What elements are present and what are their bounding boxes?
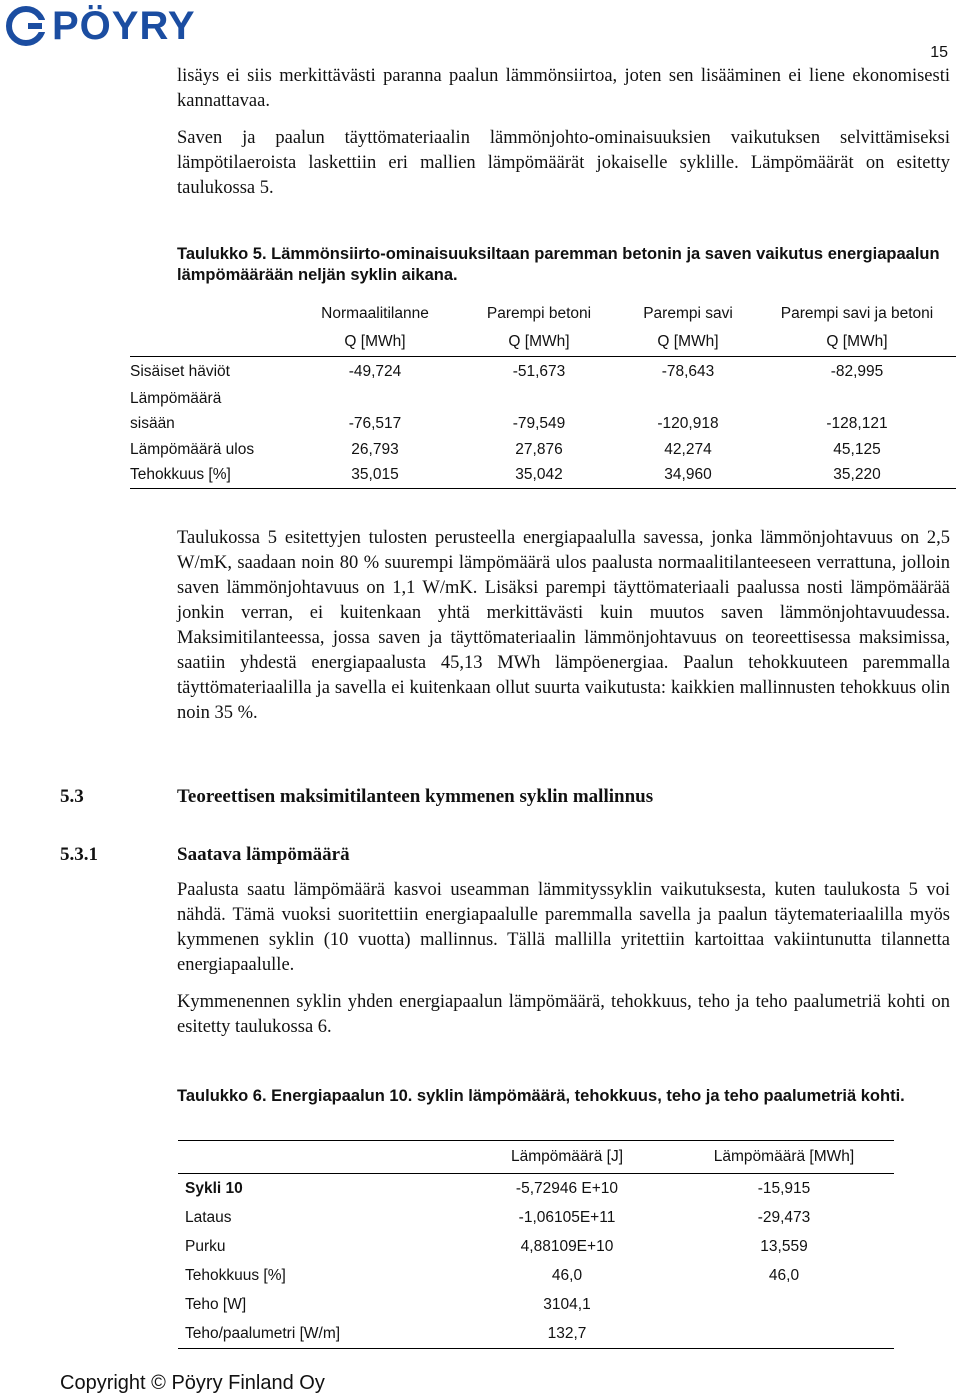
table-row	[130, 387, 956, 411]
table6-caption: Taulukko 6. Energiapaalun 10. syklin lämpömäärä, tehokkuus, teho ja teho paalumetriä kohti.	[177, 1087, 905, 1105]
table5-col-header: Parempi savi ja betoni	[780, 305, 934, 322]
row-label: Lataus	[185, 1208, 232, 1226]
cell: -1,06105E+11	[518, 1208, 616, 1226]
row-label: Lämpömäärä ulos	[130, 440, 255, 458]
table-row	[178, 1261, 894, 1290]
cell	[758, 387, 956, 411]
table5-header-row	[130, 300, 956, 328]
row-label: Teho/paalumetri [W/m]	[178, 1319, 460, 1349]
table-row	[178, 1232, 894, 1261]
table6-col-header: Lämpömäärä [MWh]	[674, 1141, 894, 1174]
table5-col-header: Normaalitilanne	[321, 305, 429, 322]
cell: -49,724	[348, 362, 402, 380]
page-number: 15	[930, 44, 948, 61]
cell: 4,88109E+10	[520, 1237, 614, 1255]
cell: 26,793	[351, 440, 399, 458]
cell: -78,643	[661, 362, 715, 380]
cell: -120,918	[657, 414, 719, 432]
table5-unit: Q [MWh]	[618, 328, 758, 357]
table-row	[178, 1290, 894, 1319]
row-label: Teho [W]	[185, 1295, 247, 1313]
cell: 35,042	[460, 463, 618, 489]
table5-unit: Q [MWh]	[460, 328, 618, 357]
logo-text: PÖYRY	[52, 4, 196, 48]
cell: 42,274	[664, 440, 712, 458]
cell: -79,549	[512, 414, 566, 432]
cell: -29,473	[757, 1208, 811, 1226]
table6-col-header: Lämpömäärä [J]	[460, 1141, 674, 1174]
cell: -82,995	[830, 362, 884, 380]
table-row	[130, 437, 956, 463]
table5-col-header: Parempi betoni	[486, 305, 592, 322]
table6	[178, 1140, 894, 1349]
cell	[460, 387, 618, 411]
row-label: Lämpömäärä	[130, 389, 222, 407]
table5-unit-row	[130, 328, 956, 357]
subsection-title: Saatava lämpömäärä	[177, 844, 350, 865]
cell: 46,0	[768, 1266, 800, 1284]
section-number: 5.3	[60, 786, 84, 807]
cell: 13,559	[760, 1237, 808, 1255]
row-label: sisään	[130, 414, 175, 432]
cell	[290, 387, 460, 411]
table-row	[178, 1319, 894, 1349]
paragraph-5: Kymmenennen syklin yhden energiapaalun lämpömäärä, tehokkuus, teho ja teho paalumetriä kohti on esitetty taulukossa 6.	[177, 992, 950, 1037]
cell	[618, 387, 758, 411]
table5-unit: Q [MWh]	[758, 328, 956, 357]
cell: 35,220	[758, 463, 956, 489]
poyry-logo	[6, 6, 196, 46]
cell: 46,0	[551, 1266, 583, 1284]
paragraph-3: Taulukossa 5 esitettyjen tulosten perusteella energiapaalulla savessa, jonka lämmönjohtavuus on 2,5 W/mK, saadaan noin 80 % suurempi lämpömäärä ulos paalusta normaalitilanteeseen verrattuna, jolloin saven lämmönjohtavuus on 1,1 W/mK. Lisäksi parempi täyttömateriaali paalussa nosti lämpömäärää jonkin verran, ei kuitenkaan yhtä merkittävästi kuin muutos saven lämmönjohtavuudessa. Maksimitilanteessa, jossa saven ja täyttömateriaalin lämmönjohtavuus on teoreettisessa maksimissa, saatiin yhdestä energiapaalusta 45,13 MWh lämpöenergiaa. Paalun tehokkuuteen paremmalla täyttömateriaalilla ja savella ei kuitenkaan ollut suurta vaikutusta: kaikkien mallinnusten tehokkuus olin noin 35 %.	[177, 528, 950, 723]
table-row	[130, 411, 956, 437]
table6-col-header	[178, 1141, 460, 1174]
subsection-number: 5.3.1	[60, 844, 98, 865]
table-row	[178, 1203, 894, 1232]
row-label: Tehokkuus [%]	[185, 1266, 286, 1284]
table-row	[178, 1174, 894, 1204]
cell: -5,72946 E+10	[515, 1179, 619, 1197]
paragraph-2: Saven ja paalun täyttömateriaalin lämmönjohto-ominaisuuksien vaikutuksen selvittämiseksi lämpötilaeroista laskettiin eri mallien lämpömäärät jokaiselle syklille. Lämpömäärät on esitetty taulukossa 5.	[177, 128, 950, 198]
cell: -128,121	[826, 414, 888, 432]
table5-unit: Q [MWh]	[290, 328, 460, 357]
row-label: Sykli 10	[185, 1179, 243, 1197]
row-label: Sisäiset häviöt	[130, 362, 230, 380]
table5	[130, 300, 956, 489]
table5-caption: Taulukko 5. Lämmönsiirto-ominaisuuksiltaan paremman betonin ja saven vaikutus energiapaalun lämpömäärään neljän syklin aikana.	[177, 245, 940, 284]
paragraph-1: lisäys ei siis merkittävästi paranna paalun lämmönsiirtoa, joten sen lisääminen ei liene ekonomisesti kannattavaa.	[177, 66, 950, 111]
cell: 45,125	[833, 440, 881, 458]
cell	[674, 1290, 894, 1319]
poyry-logo-icon	[6, 6, 46, 46]
table5-col-header: Parempi savi	[643, 305, 733, 322]
row-label: Tehokkuus [%]	[130, 463, 290, 489]
paragraph-4: Paalusta saatu lämpömäärä kasvoi useamman lämmityssyklin vaikutuksesta, kuten taulukosta 5 voi nähdä. Tämä vuoksi suoritettiin energiapaalulle paremmalla savella ja paalun täytemateriaalilla myös kymmenen syklin (10 vuotta) mallinnus. Tällä mallilla yritettiin kartoittaa vakiintunutta tilannetta energiapaalulle.	[177, 880, 950, 975]
row-label: Purku	[185, 1237, 226, 1255]
table6-header-row	[178, 1141, 894, 1174]
cell: 35,015	[290, 463, 460, 489]
cell: 3104,1	[543, 1295, 591, 1313]
cell: 27,876	[515, 440, 563, 458]
cell: 132,7	[460, 1319, 674, 1349]
cell: -76,517	[348, 414, 402, 432]
cell: -51,673	[512, 362, 566, 380]
table-row	[130, 463, 956, 489]
cell: 34,960	[618, 463, 758, 489]
table-row	[130, 357, 956, 387]
section-title: Teoreettisen maksimitilanteen kymmenen syklin mallinnus	[177, 786, 654, 807]
footer-copyright: Copyright © Pöyry Finland Oy	[60, 1372, 325, 1394]
cell	[674, 1319, 894, 1349]
cell: -15,915	[757, 1179, 811, 1197]
